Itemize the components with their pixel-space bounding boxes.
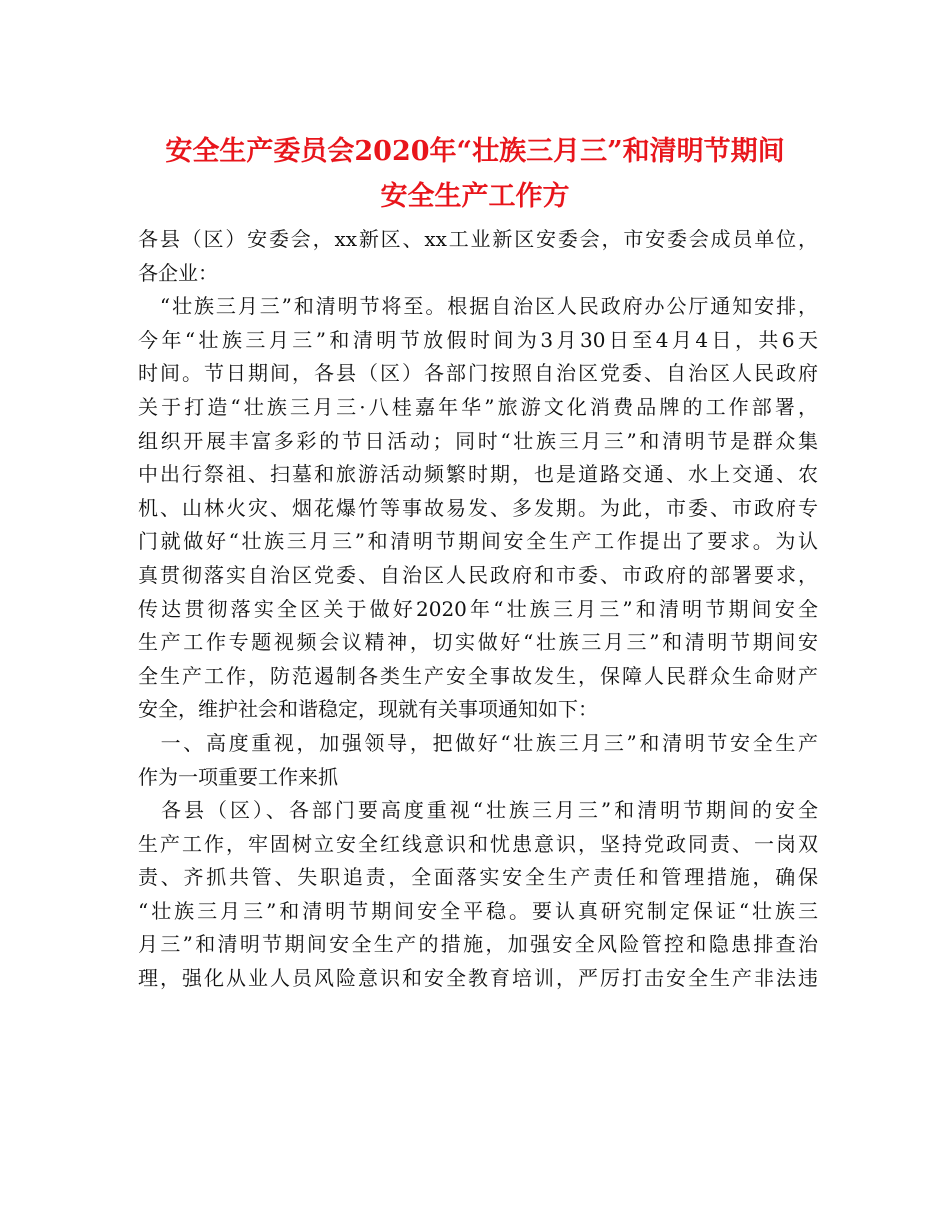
body-line: 真贯彻落实自治区党委、自治区人民政府和市委、市政府的部署要求，	[138, 562, 818, 587]
document-title-line-2: 安全生产工作方	[380, 181, 570, 212]
body-line: 组织开展丰富多彩的节日活动；同时“壮族三月三”和清明节是群众集	[138, 428, 818, 453]
body-line: 全生产工作，防范遏制各类生产安全事故发生，保障人民群众生命财产	[138, 663, 818, 688]
body-line: 安全，维护社会和谐稳定，现就有关事项通知如下：	[138, 697, 598, 722]
body-line: 月三”和清明节期间安全生产的措施，加强安全风险管控和隐患排查治	[138, 932, 818, 957]
body-line: “壮族三月三”和清明节将至。根据自治区人民政府办公厅通知安排，	[138, 294, 818, 319]
body-line: 一、高度重视，加强领导，把做好“壮族三月三”和清明节安全生产	[138, 730, 818, 755]
body-line: 各县（区）安委会，xx新区、xx工业新区安委会，市安委会成员单位，	[138, 227, 818, 251]
body-line: 作为一项重要工作来抓	[138, 764, 338, 789]
document-title-line-1: 安全生产委员会2020年“壮族三月三”和清明节期间	[165, 136, 785, 167]
body-line: 各企业：	[138, 260, 218, 285]
body-line: 机、山林火灾、烟花爆竹等事故易发、多发期。为此，市委、市政府专	[138, 495, 818, 520]
body-line: 生产工作专题视频会议精神，切实做好“壮族三月三”和清明节期间安	[138, 630, 818, 655]
body-line: 生产工作，牢固树立安全红线意识和忧患意识，坚持党政同责、一岗双	[138, 831, 818, 856]
body-line: 责、齐抓共管、失职追责，全面落实安全生产责任和管理措施，确保	[138, 865, 818, 890]
body-line: “壮族三月三”和清明节期间安全平稳。要认真研究制定保证“壮族三	[138, 898, 818, 923]
body-line: 时间。节日期间，各县（区）各部门按照自治区党委、自治区人民政府	[138, 361, 818, 386]
body-line: 理，强化从业人员风险意识和安全教育培训，严厉打击安全生产非法违	[138, 966, 818, 991]
body-line: 传达贯彻落实全区关于做好2020年“壮族三月三”和清明节期间安全	[138, 596, 818, 621]
body-line: 门就做好“壮族三月三”和清明节期间安全生产工作提出了要求。为认	[138, 529, 818, 554]
body-line: 今年“壮族三月三”和清明节放假时间为3月30日至4月4日，共6天	[138, 327, 818, 352]
body-line: 中出行祭祖、扫墓和旅游活动频繁时期，也是道路交通、水上交通、农	[138, 462, 818, 487]
body-line: 各县（区）、各部门要高度重视“壮族三月三”和清明节期间的安全	[138, 798, 818, 823]
document-body	[138, 223, 818, 996]
body-line: 关于打造“壮族三月三·八桂嘉年华”旅游文化消费品牌的工作部署，	[138, 394, 818, 419]
